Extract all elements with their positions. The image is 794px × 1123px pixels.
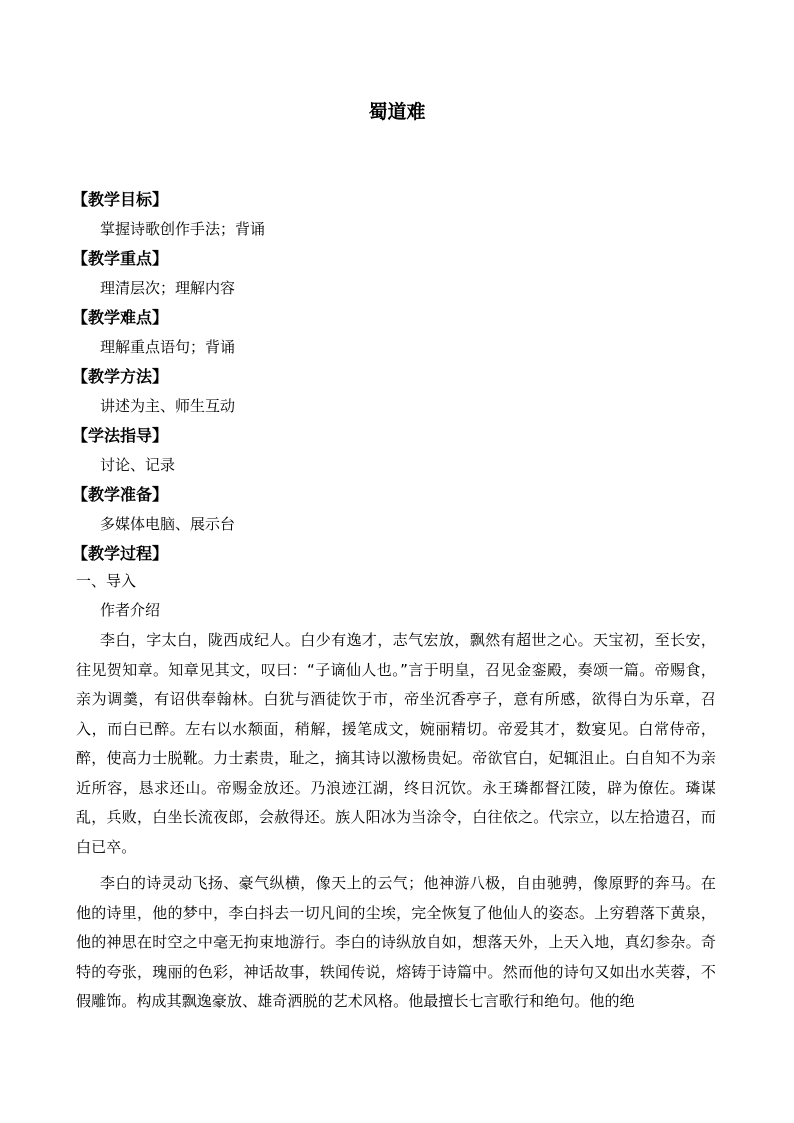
section-heading-methods: 【教学方法】 [72, 367, 169, 386]
section-content-key-points: 理清层次；理解内容 [100, 279, 236, 297]
section-content-objectives: 掌握诗歌创作手法；背诵 [100, 220, 266, 238]
process-step-intro: 一、导入 [76, 572, 137, 590]
document-title: 蜀道难 [368, 101, 426, 123]
poetry-style-paragraph: 李白的诗灵动飞扬、豪气纵横，像天上的云气；他神游八极，自由驰骋，像原野的奔马。在他的诗里，他的梦中，李白抖去一切凡间的尘埃，完全恢复了他仙人的姿态。上穷碧落下黄泉，他的神思在时空之中毫无拘束地游行。李白的诗纵放自如，想落天外，上天入地，真幻参杂。奇特的夸张，瑰丽的色彩，神话故事，轶闻传说，熔铸于诗篇中。然而他的诗句又如出水芙蓉，不假雕饰。构成其飘逸豪放、雄奇洒脱的艺术风格。他最擅长七言歌行和绝句。他的绝 [76, 874, 716, 1010]
section-heading-study-guide: 【学法指导】 [72, 426, 169, 445]
section-heading-difficulties: 【教学难点】 [72, 308, 169, 327]
section-heading-preparation: 【教学准备】 [72, 485, 169, 504]
author-biography-paragraph: 李白，字太白，陇西成纪人。白少有逸才，志气宏放，飘然有超世之心。天宝初，至长安，往见贺知章。知章见其文，叹曰：“子谪仙人也。”言于明皇，召见金銮殿，奏颂一篇。帝赐食，亲为调羹，有诏供奉翰林。白犹与酒徒饮于市，帝坐沉香亭子，意有所感，欲得白为乐章，召入，而白已醉。左右以水颒面，稍解，援笔成文，婉丽精切。帝爱其才，数宴见。白常侍帝，醉，使高力士脱靴。力士素贵，耻之，摘其诗以激杨贵妃。帝欲官白，妃辄沮止。白自知不为亲近所容，恳求还山。帝赐金放还。乃浪迹江湖，终日沉饮。永王璘都督江陵，辟为僚佐。璘谋乱，兵败，白坐长流夜郎，会赦得还。族人阳冰为当涂令，白往依之。代宗立，以左拾遗召，而白已卒。 [76, 631, 716, 856]
section-content-study-guide: 讨论、记录 [100, 456, 176, 474]
section-heading-key-points: 【教学重点】 [72, 249, 169, 268]
section-heading-objectives: 【教学目标】 [72, 190, 169, 209]
author-intro-label: 作者介绍 [100, 601, 161, 619]
teaching-process [76, 568, 736, 1017]
section-heading-process: 【教学过程】 [72, 544, 169, 563]
section-content-preparation: 多媒体电脑、展示台 [100, 515, 236, 533]
section-content-methods: 讲述为主、师生互动 [100, 397, 236, 415]
lesson-sections [72, 187, 736, 570]
section-content-difficulties: 理解重点语句；背诵 [100, 338, 236, 356]
